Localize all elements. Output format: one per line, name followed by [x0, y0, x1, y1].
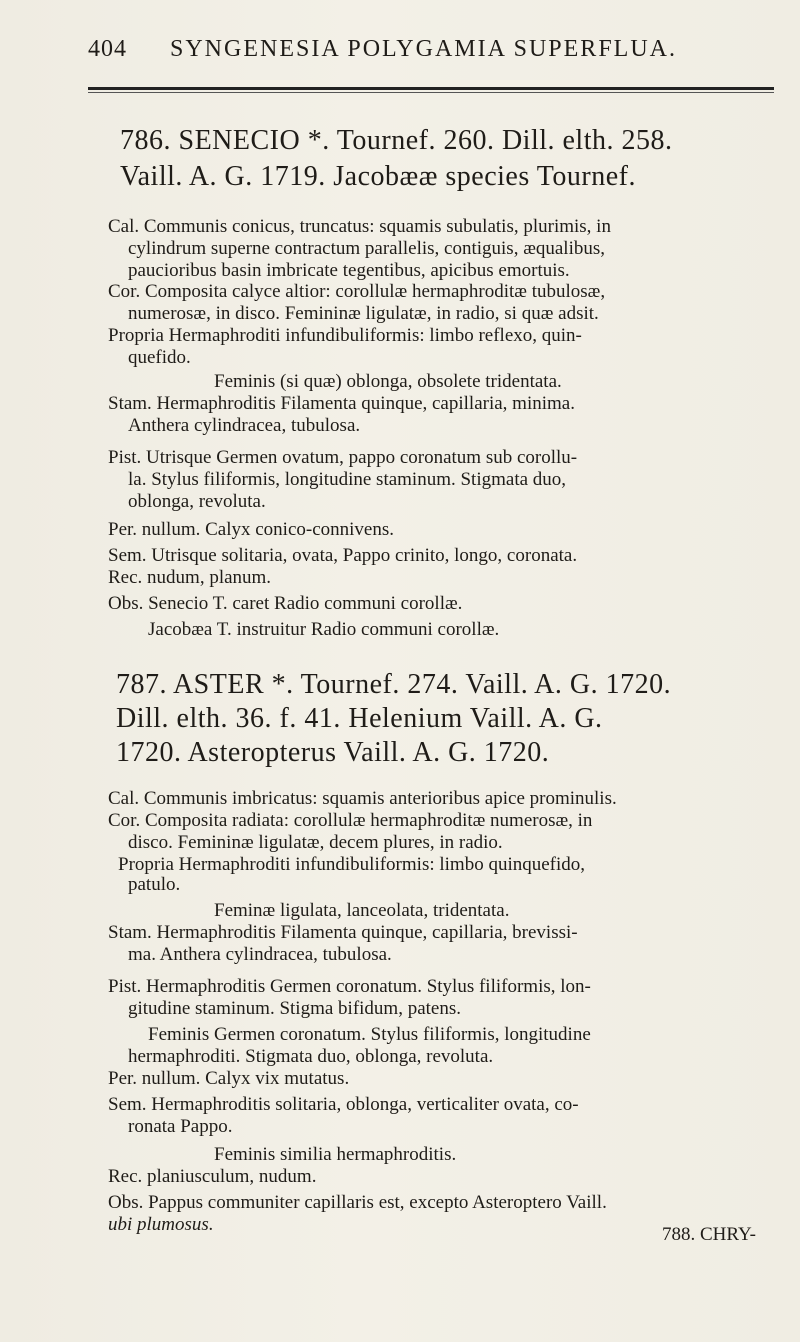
entry-787-pistillum-line3: Feminis Germen coronatum. Stylus filiformis, longitudine [148, 1024, 591, 1045]
entry-787-stamina-line1: Stam. Hermaphroditis Filamenta quinque, capillaria, brevissi- [108, 922, 578, 943]
entry-787-corolla-line5: Feminæ ligulata, lanceolata, tridentata. [214, 900, 510, 921]
entry-786-stamina-line1: Stam. Hermaphroditis Filamenta quinque, capillaria, minima. [108, 393, 575, 414]
entry-787-pistillum-line1: Pist. Hermaphroditis Germen coronatum. Stylus filiformis, lon- [108, 976, 591, 997]
entry-787-corolla-line1: Cor. Composita radiata: corollulæ hermaphroditæ numerosæ, in [108, 810, 593, 831]
entry-787-observatio-line2: ubi plumosus. [108, 1214, 214, 1235]
header-rule [88, 87, 774, 90]
entry-786-corolla-line2: numerosæ, in disco. Femininæ ligulatæ, in radio, si quæ adsit. [128, 303, 599, 324]
entry-786-heading-line1: 786. SENECIO *. Tournef. 260. Dill. elth. 258. [120, 125, 673, 156]
entry-787-pistillum-line2: gitudine staminum. Stigma bifidum, patens. [128, 998, 462, 1019]
entry-786-pistillum-line2: la. Stylus filiformis, longitudine staminum. Stigmata duo, [128, 469, 567, 490]
entry-787-corolla-line4: patulo. [128, 874, 181, 895]
entry-787-semina-line1: Sem. Hermaphroditis solitaria, oblonga, verticaliter ovata, co- [108, 1094, 579, 1115]
page-number: 404 [88, 36, 127, 62]
header-rule-thin [88, 92, 774, 93]
entry-786-stamina-line2: Anthera cylindracea, tubulosa. [128, 415, 361, 436]
entry-786-corolla-line1: Cor. Composita calyce altior: corollulæ hermaphroditæ tubulosæ, [108, 281, 606, 302]
catchword: 788. CHRY- [662, 1224, 756, 1245]
entry-787-receptaculum: Rec. planiusculum, nudum. [108, 1166, 317, 1187]
entry-787-stamina-line2: ma. Anthera cylindracea, tubulosa. [128, 944, 392, 965]
running-header [88, 36, 768, 66]
entry-786-corolla-line4: quefido. [128, 347, 191, 368]
entry-786-receptaculum: Rec. nudum, planum. [108, 567, 272, 588]
entry-787-observatio-line1: Obs. Pappus communiter capillaris est, excepto Asteroptero Vaill. [108, 1192, 607, 1213]
entry-787-semina-line3: Feminis similia hermaphroditis. [214, 1144, 457, 1165]
entry-786-pistillum-line1: Pist. Utrisque Germen ovatum, pappo coronatum sub corollu- [108, 447, 578, 468]
entry-786-pericarpium: Per. nullum. Calyx conico-connivens. [108, 519, 395, 540]
entry-787-calyx: Cal. Communis imbricatus: squamis anterioribus apice prominulis. [108, 788, 617, 809]
entry-786-corolla-line5: Feminis (si quæ) oblonga, obsolete tridentata. [214, 371, 562, 392]
entry-787-corolla-line2: disco. Femininæ ligulatæ, decem plures, in radio. [128, 832, 503, 853]
entry-786-observatio-line2: Jacobæa T. instruitur Radio communi corollæ. [148, 619, 500, 640]
entry-787-heading-line3: 1720. Asteropterus Vaill. A. G. 1720. [116, 737, 550, 768]
entry-786-corolla-line3: Propria Hermaphroditi infundibuliformis: limbo reflexo, quin- [108, 325, 582, 346]
entry-787-corolla-line3: Propria Hermaphroditi infundibuliformis: limbo quinquefido, [118, 854, 586, 875]
entry-786-semina: Sem. Utrisque solitaria, ovata, Pappo crinito, longo, coronata. [108, 545, 578, 566]
entry-787-heading-line2: Dill. elth. 36. f. 41. Helenium Vaill. A. G. [116, 703, 603, 734]
entry-787-heading-line1: 787. ASTER *. Tournef. 274. Vaill. A. G. 1720. [116, 669, 672, 700]
entry-786-calyx-line3: paucioribus basin imbricate tegentibus, apicibus emortuis. [128, 260, 570, 281]
entry-787-pistillum-line4: hermaphroditi. Stigmata duo, oblonga, revoluta. [128, 1046, 494, 1067]
entry-786-pistillum-line3: oblonga, revoluta. [128, 491, 266, 512]
entry-786-calyx-line2: cylindrum superne contractum parallelis, contiguis, æqualibus, [128, 238, 606, 259]
entry-787-pericarpium: Per. nullum. Calyx vix mutatus. [108, 1068, 350, 1089]
entry-786-observatio-line1: Obs. Senecio T. caret Radio communi corollæ. [108, 593, 463, 614]
entry-787-semina-line2: ronata Pappo. [128, 1116, 233, 1137]
entry-786-calyx-line1: Cal. Communis conicus, truncatus: squamis subulatis, plurimis, in [108, 216, 611, 237]
running-title: SYNGENESIA POLYGAMIA SUPERFLUA. [170, 36, 677, 62]
entry-786-heading-line2: Vaill. A. G. 1719. Jacobææ species Tournef. [120, 161, 636, 192]
